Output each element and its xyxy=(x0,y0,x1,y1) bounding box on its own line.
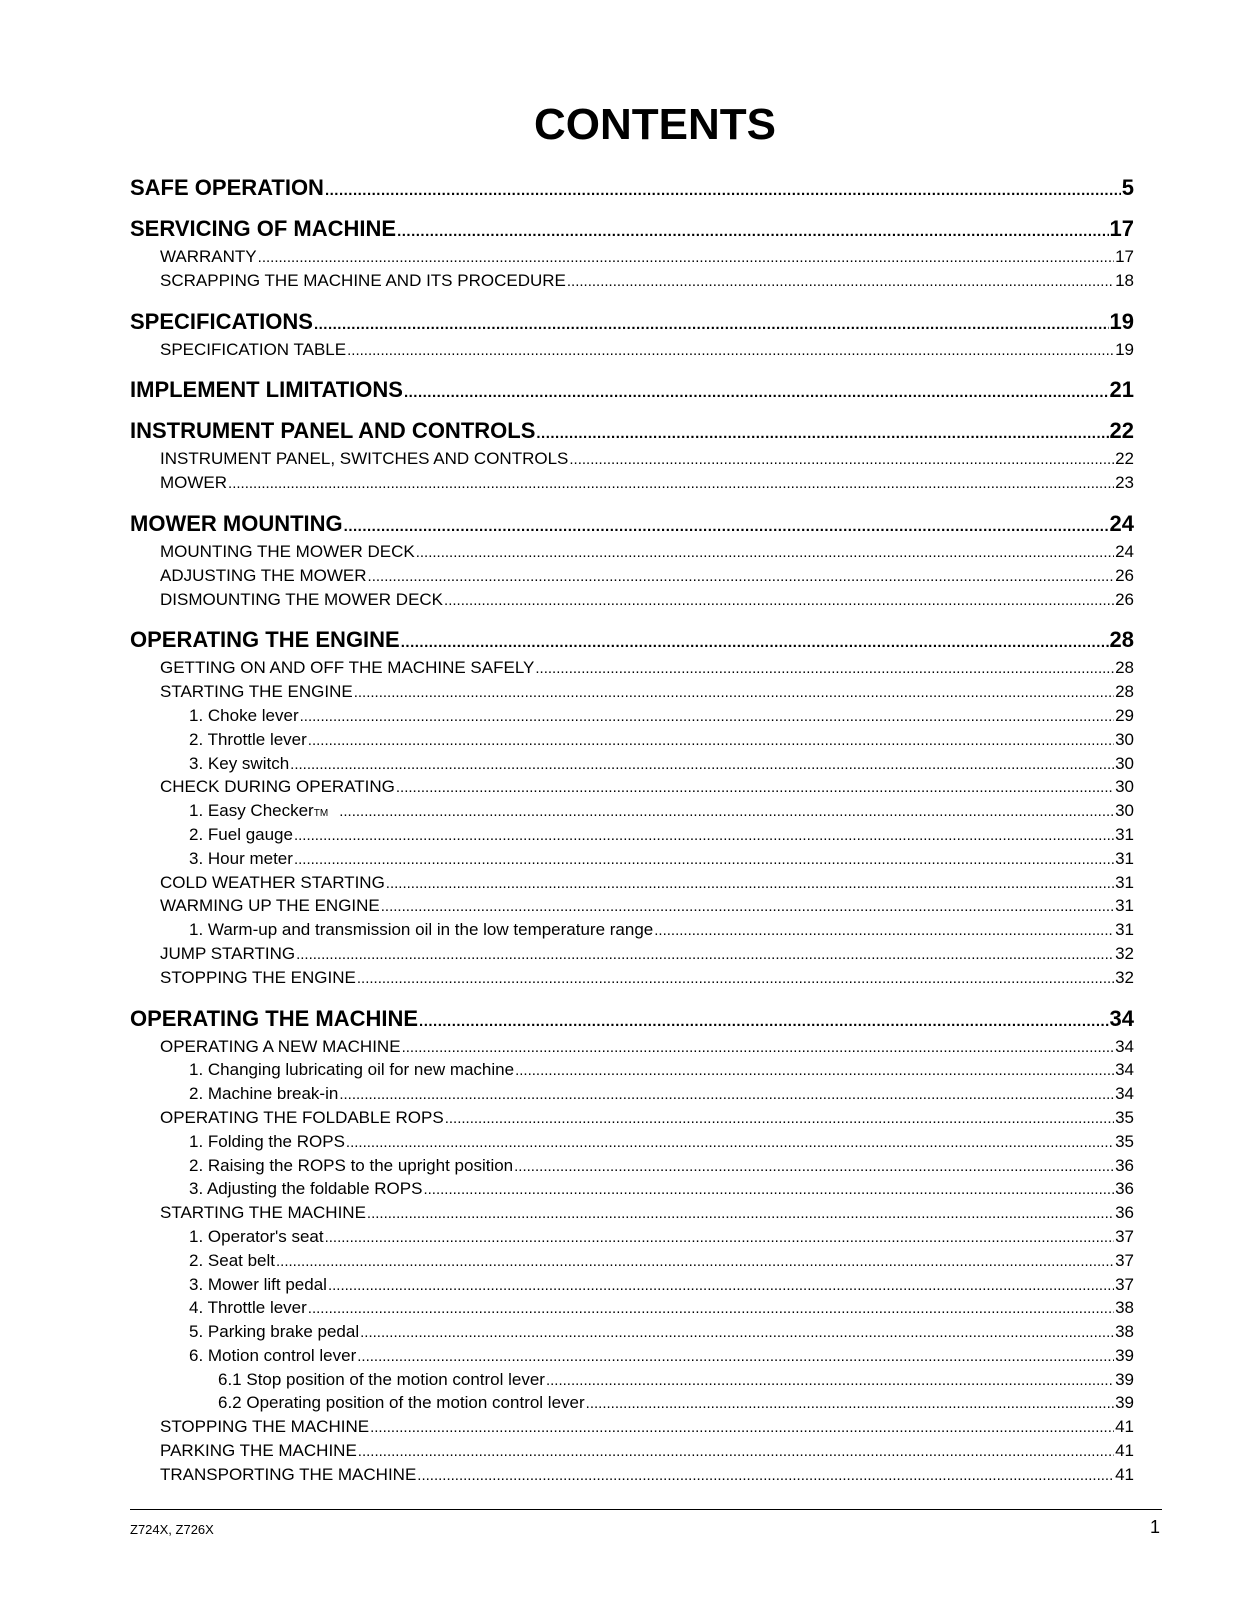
toc-entry[interactable] xyxy=(130,1201,1134,1225)
dot-leader xyxy=(296,943,1114,967)
toc-entry-title: SERVICING OF MACHINE xyxy=(130,216,397,241)
dot-leader xyxy=(344,515,1109,539)
dot-leader xyxy=(423,1178,1114,1202)
toc-entry[interactable]: 1. Easy Checker TM ..... 30 xyxy=(130,799,1134,823)
toc-page-number: 37 xyxy=(1115,1250,1134,1270)
toc-entry-title: 4. Throttle lever xyxy=(189,1298,307,1318)
dot-leader xyxy=(586,1392,1114,1416)
toc-page-number: 18 xyxy=(1115,270,1134,290)
toc-page-number: 22 xyxy=(1115,449,1134,469)
dot-leader xyxy=(381,895,1114,919)
toc-entry-title: SAFE OPERATION xyxy=(130,175,324,200)
toc-entry-title: SCRAPPING THE MACHINE AND ITS PROCEDURE xyxy=(160,270,566,290)
toc-page-number: 30 xyxy=(1115,729,1134,749)
toc-page-number: 17 xyxy=(1115,247,1134,266)
toc-entry-title: WARRANTY xyxy=(160,247,257,266)
dot-leader xyxy=(416,541,1114,565)
toc-page-number: 36 xyxy=(1115,1203,1134,1223)
toc-page-number: 34 xyxy=(1115,1060,1134,1080)
toc-entry[interactable] xyxy=(130,775,1134,799)
toc-entry[interactable] xyxy=(130,1058,1134,1082)
toc-page-number: 22 xyxy=(1109,418,1134,444)
toc-page-number: 21 xyxy=(1109,377,1134,403)
dot-leader xyxy=(290,753,1114,777)
toc-entry-title: 2. Raising the ROPS to the upright position xyxy=(189,1155,514,1175)
toc-entry[interactable] xyxy=(130,1344,1134,1368)
toc-entry[interactable] xyxy=(130,1368,1134,1392)
toc-entry[interactable] xyxy=(130,918,1134,942)
dot-leader xyxy=(535,657,1114,681)
toc-page-number: 31 xyxy=(1115,896,1134,916)
toc-section-entry[interactable] xyxy=(130,512,1134,536)
toc-page-number: 39 xyxy=(1115,1369,1134,1389)
toc-page-number: 30 xyxy=(1115,777,1134,797)
toc-page-number: 23 xyxy=(1115,473,1134,493)
toc-entry[interactable] xyxy=(130,704,1134,728)
dot-leader xyxy=(370,1416,1114,1440)
toc-entry-title: 1. Changing lubricating oil for new machine xyxy=(189,1060,515,1080)
toc-section-entry[interactable] xyxy=(130,378,1134,402)
dot-leader xyxy=(308,1297,1114,1321)
dot-leader xyxy=(339,1083,1114,1107)
dot-leader xyxy=(325,179,1121,203)
dot-leader xyxy=(515,1059,1114,1083)
dot-leader xyxy=(325,1226,1114,1250)
toc-entry-title: IMPLEMENT LIMITATIONS xyxy=(130,377,403,403)
dot-leader xyxy=(328,1274,1114,1298)
toc-entry[interactable] xyxy=(130,1249,1134,1273)
toc-page-number: 19 xyxy=(1115,339,1134,359)
dot-leader xyxy=(404,381,1109,405)
toc-entry[interactable] xyxy=(130,447,1134,471)
toc-section-entry[interactable] xyxy=(130,176,1134,200)
toc-entry[interactable] xyxy=(130,1106,1134,1130)
toc-entry[interactable] xyxy=(130,540,1134,564)
footer-model-name: Z724X, Z726X xyxy=(130,1522,214,1537)
dot-leader xyxy=(569,448,1114,472)
toc-entry[interactable] xyxy=(130,245,1134,269)
toc-entry-title: 3. Mower lift pedal xyxy=(189,1274,327,1294)
dot-leader xyxy=(228,472,1114,496)
toc-entry-title: MOWER MOUNTING xyxy=(130,510,343,536)
toc-entry-title: 2. Throttle lever xyxy=(189,729,307,749)
toc-entry[interactable] xyxy=(130,1082,1134,1106)
dot-leader xyxy=(358,1440,1114,1464)
toc-page-number: 26 xyxy=(1115,565,1134,585)
dot-leader xyxy=(258,246,1114,270)
toc-entry[interactable] xyxy=(130,656,1134,680)
toc-entry-title: 1. Easy Checker xyxy=(189,801,314,821)
dot-leader xyxy=(445,1107,1114,1131)
toc-page-number: 36 xyxy=(1115,1179,1134,1199)
toc-entry-title: MOUNTING THE MOWER DECK xyxy=(160,541,415,561)
toc-entry-title: TRANSPORTING THE MACHINE xyxy=(160,1464,417,1484)
dot-leader xyxy=(346,1131,1114,1155)
toc-page-number: 30 xyxy=(1115,801,1134,821)
toc-page-number: 29 xyxy=(1115,705,1134,725)
toc-entry-title: STARTING THE ENGINE xyxy=(160,682,353,702)
dot-leader xyxy=(367,1202,1114,1226)
page-title: CONTENTS xyxy=(534,100,776,149)
toc-page-number: 37 xyxy=(1115,1226,1134,1246)
dot-leader xyxy=(347,339,1114,363)
toc-entry-title: 6. Motion control lever xyxy=(189,1345,357,1365)
toc-page-number: 37 xyxy=(1115,1274,1134,1294)
toc-page-number: 34 xyxy=(1115,1036,1134,1056)
dot-leader xyxy=(360,1321,1114,1345)
toc-entry-title: GETTING ON AND OFF THE MACHINE SAFELY xyxy=(160,658,535,678)
toc-entry-title: COLD WEATHER STARTING xyxy=(160,872,385,892)
toc-entry[interactable] xyxy=(130,269,1134,293)
toc-entry-title: OPERATING THE FOLDABLE ROPS xyxy=(160,1107,444,1127)
toc-entry[interactable] xyxy=(130,1463,1134,1487)
toc-entry[interactable] xyxy=(130,338,1134,362)
toc-entry[interactable] xyxy=(130,1225,1134,1249)
toc-page-number: 32 xyxy=(1115,943,1134,963)
dot-leader xyxy=(444,589,1114,613)
toc-page-number: 34 xyxy=(1109,1005,1134,1031)
footer-page-number: 1 xyxy=(1150,1517,1161,1537)
toc-entry[interactable] xyxy=(130,1439,1134,1463)
toc-section-entry[interactable] xyxy=(130,217,1134,241)
dot-leader xyxy=(294,848,1114,872)
toc-entry-title: OPERATING THE ENGINE xyxy=(130,627,400,653)
toc-page-number: 31 xyxy=(1115,920,1134,940)
dot-leader xyxy=(386,872,1114,896)
toc-page-number: 39 xyxy=(1115,1393,1134,1413)
toc-page-number: 24 xyxy=(1115,541,1134,561)
toc-entry-title: STARTING THE MACHINE xyxy=(160,1203,366,1223)
dot-leader xyxy=(308,729,1114,753)
toc-entry-title: DISMOUNTING THE MOWER DECK xyxy=(160,589,444,609)
toc-page-number: 35 xyxy=(1115,1131,1134,1151)
toc-page-number: 31 xyxy=(1115,848,1134,868)
dot-leader xyxy=(314,313,1109,337)
toc-entry[interactable] xyxy=(130,728,1134,752)
toc-page-number: 38 xyxy=(1115,1298,1134,1318)
toc-page-number: 30 xyxy=(1115,753,1134,773)
toc-entry-title: OPERATING A NEW MACHINE xyxy=(160,1036,401,1056)
toc-entry[interactable] xyxy=(130,966,1134,990)
toc-entry-title: WARMING UP THE ENGINE xyxy=(160,896,380,916)
toc-entry[interactable] xyxy=(130,1035,1134,1059)
toc-entry-title: 5. Parking brake pedal xyxy=(189,1322,360,1342)
toc-entry-title: OPERATING THE MACHINE xyxy=(130,1005,419,1031)
toc-entry-title: 1. Operator's seat xyxy=(189,1226,324,1246)
toc-section-entry[interactable] xyxy=(130,628,1134,652)
dot-leader xyxy=(417,1464,1114,1488)
toc-page-number: 39 xyxy=(1115,1345,1134,1365)
dot-leader xyxy=(357,967,1114,991)
toc-page-number: 28 xyxy=(1115,682,1134,702)
toc-entry-title: 2. Fuel gauge xyxy=(189,824,293,844)
dot-leader xyxy=(294,824,1114,848)
toc-entry-title: 3. Key switch xyxy=(189,753,290,773)
dot-leader xyxy=(401,631,1109,655)
toc-entry[interactable] xyxy=(130,588,1134,612)
toc-entry[interactable] xyxy=(130,823,1134,847)
toc-entry[interactable] xyxy=(130,1273,1134,1297)
toc-entry-title: 1. Choke lever xyxy=(189,705,299,725)
toc-page-number: 36 xyxy=(1115,1155,1134,1175)
dot-leader xyxy=(300,705,1114,729)
toc-entry[interactable] xyxy=(130,1177,1134,1201)
toc-entry[interactable] xyxy=(130,942,1134,966)
toc-page-number: 19 xyxy=(1109,308,1134,334)
toc-entry-title: INSTRUMENT PANEL, SWITCHES AND CONTROLS xyxy=(160,449,569,469)
toc-entry[interactable] xyxy=(130,1296,1134,1320)
toc-page-number: 34 xyxy=(1115,1084,1134,1104)
toc-section-entry[interactable] xyxy=(130,1007,1134,1031)
toc-entry-title: PARKING THE MACHINE xyxy=(160,1441,357,1461)
toc-entry-title: ADJUSTING THE MOWER xyxy=(160,565,367,585)
toc-page-number: 32 xyxy=(1115,967,1134,987)
toc-entry-title: 1. Warm-up and transmission oil in the low temperature range xyxy=(189,920,654,940)
toc-entry-title: SPECIFICATION TABLE xyxy=(160,339,347,359)
dot-leader xyxy=(536,422,1108,446)
dot-leader xyxy=(402,1036,1115,1060)
toc-page-number: 35 xyxy=(1115,1107,1134,1127)
toc-page-number: 26 xyxy=(1115,589,1134,609)
toc-entry-title: 3. Adjusting the foldable ROPS xyxy=(189,1179,423,1199)
toc-entry[interactable] xyxy=(130,1415,1134,1439)
toc-entry-title: 1. Folding the ROPS xyxy=(189,1131,345,1151)
toc-entry[interactable] xyxy=(130,564,1134,588)
toc-entry-title: 3. Hour meter xyxy=(189,848,293,868)
toc-page-number: 31 xyxy=(1115,824,1134,844)
dot-leader xyxy=(567,270,1114,294)
toc-entry[interactable] xyxy=(130,1154,1134,1178)
toc-entry-title: JUMP STARTING xyxy=(160,943,296,963)
dot-leader xyxy=(357,1345,1114,1369)
toc-entry[interactable] xyxy=(130,471,1134,495)
dot-leader xyxy=(276,1250,1114,1274)
toc-section-entry[interactable] xyxy=(130,419,1134,443)
toc-page-number: 31 xyxy=(1115,872,1134,892)
toc-entry[interactable] xyxy=(130,894,1134,918)
toc-entry-title: MOWER xyxy=(160,473,228,493)
toc-page-number: 5 xyxy=(1121,175,1134,200)
toc-entry-title: SPECIFICATIONS xyxy=(130,308,313,334)
toc-entry[interactable] xyxy=(130,1130,1134,1154)
toc-page-number: 28 xyxy=(1115,658,1134,678)
toc-entry[interactable] xyxy=(130,871,1134,895)
toc-entry-title: INSTRUMENT PANEL AND CONTROLS xyxy=(130,418,536,444)
toc-page-number: 41 xyxy=(1115,1464,1134,1484)
toc-page-number: 17 xyxy=(1109,216,1134,241)
toc-entry-title: 2. Machine break-in xyxy=(189,1084,339,1104)
table-of-contents xyxy=(130,176,1134,1487)
toc-entry[interactable] xyxy=(130,680,1134,704)
toc-entry[interactable] xyxy=(130,1320,1134,1344)
toc-page-number: 28 xyxy=(1109,627,1134,653)
toc-section-entry[interactable] xyxy=(130,310,1134,334)
dot-leader xyxy=(397,220,1108,244)
dot-leader xyxy=(396,776,1114,800)
toc-entry[interactable] xyxy=(130,847,1134,871)
footer-divider xyxy=(130,1509,1162,1510)
dot-leader xyxy=(546,1369,1114,1393)
toc-page-number: 41 xyxy=(1115,1417,1134,1437)
toc-page-number: 24 xyxy=(1109,510,1134,536)
toc-entry-title: STOPPING THE MACHINE xyxy=(160,1417,370,1437)
toc-entry-title: 6.2 Operating position of the motion control lever xyxy=(218,1393,585,1413)
toc-page-number: 38 xyxy=(1115,1322,1134,1342)
dot-leader xyxy=(514,1155,1114,1179)
toc-page-number: 41 xyxy=(1115,1441,1134,1461)
toc-entry-title: CHECK DURING OPERATING xyxy=(160,777,395,797)
dot-leader xyxy=(354,681,1114,705)
dot-leader xyxy=(368,565,1115,589)
toc-entry-title: STOPPING THE ENGINE xyxy=(160,967,356,987)
toc-entry-title: 6.1 Stop position of the motion control lever xyxy=(218,1369,545,1389)
toc-entry[interactable] xyxy=(130,1391,1134,1415)
dot-leader xyxy=(419,1010,1108,1034)
dot-leader xyxy=(654,919,1114,943)
dot-leader xyxy=(339,800,1114,824)
toc-entry-title: 2. Seat belt xyxy=(189,1250,276,1270)
toc-entry[interactable] xyxy=(130,752,1134,776)
